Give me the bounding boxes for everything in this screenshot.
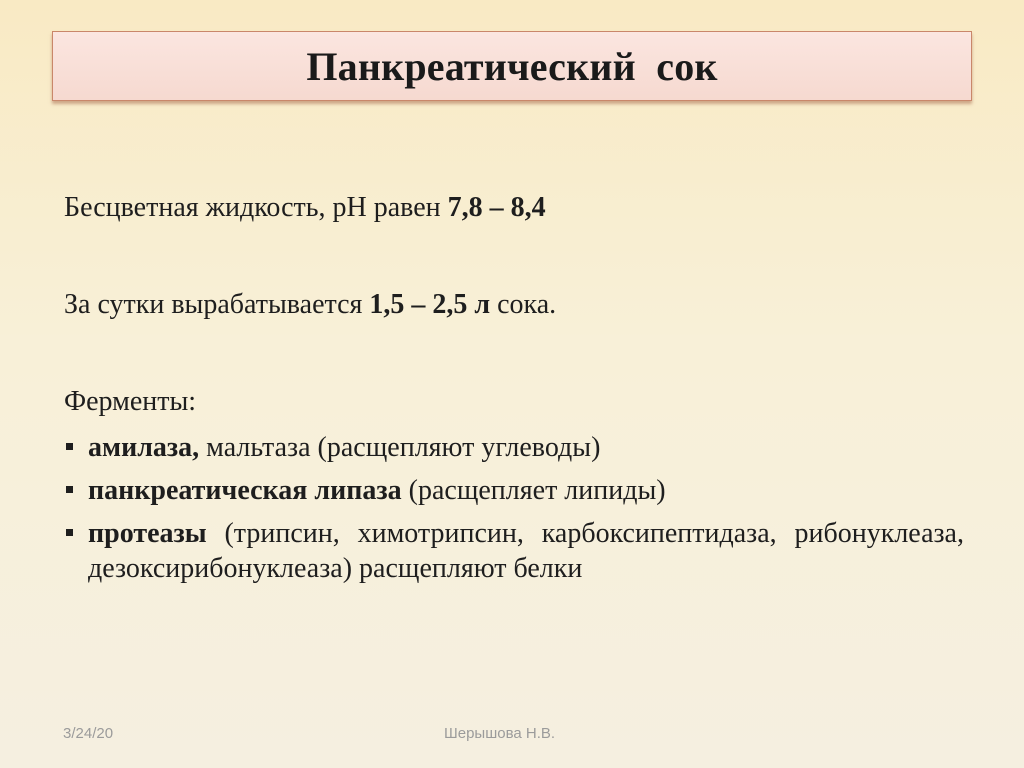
enzyme-description: (расщепляет липиды) — [401, 475, 666, 506]
ph-value: 7,8 – 8,4 — [447, 192, 546, 223]
footer-author: Шерышова Н.В. — [444, 725, 556, 742]
slide-title-box — [52, 31, 972, 101]
ph-line-text: Бесцветная жидкость, pH равен — [64, 192, 448, 223]
ph-line — [64, 190, 546, 225]
list-item-text — [88, 432, 600, 463]
square-bullet-icon — [66, 486, 73, 493]
list-item — [64, 473, 964, 508]
daily-volume-line — [64, 287, 556, 322]
daily-volume-text: За сутки вырабатывается — [64, 289, 370, 320]
square-bullet-icon — [66, 529, 73, 536]
list-item — [64, 516, 964, 586]
footer-date: 3/24/20 — [63, 725, 114, 742]
square-bullet-icon — [66, 443, 73, 450]
list-item-text — [88, 475, 666, 506]
enzyme-name: амилаза, — [88, 432, 200, 463]
list-item — [64, 430, 964, 465]
slide-title: Панкреатический сок — [306, 43, 718, 89]
enzyme-description: (трипсин, химотрипсин, карбоксипептидаза, рибонуклеаза, дезоксирибонуклеаза) расщепляют белки — [88, 518, 964, 584]
daily-volume-tail: сока. — [490, 289, 557, 320]
enzyme-name: панкреатическая липаза — [88, 475, 402, 506]
list-item-text — [88, 516, 964, 586]
daily-volume-value: 1,5 – 2,5 л — [369, 289, 491, 320]
enzymes-list — [64, 430, 964, 594]
enzyme-name: протеазы — [88, 518, 207, 549]
enzymes-heading: Ферменты: — [64, 386, 197, 417]
enzyme-description: мальтаза (расщепляют углеводы) — [199, 432, 601, 463]
